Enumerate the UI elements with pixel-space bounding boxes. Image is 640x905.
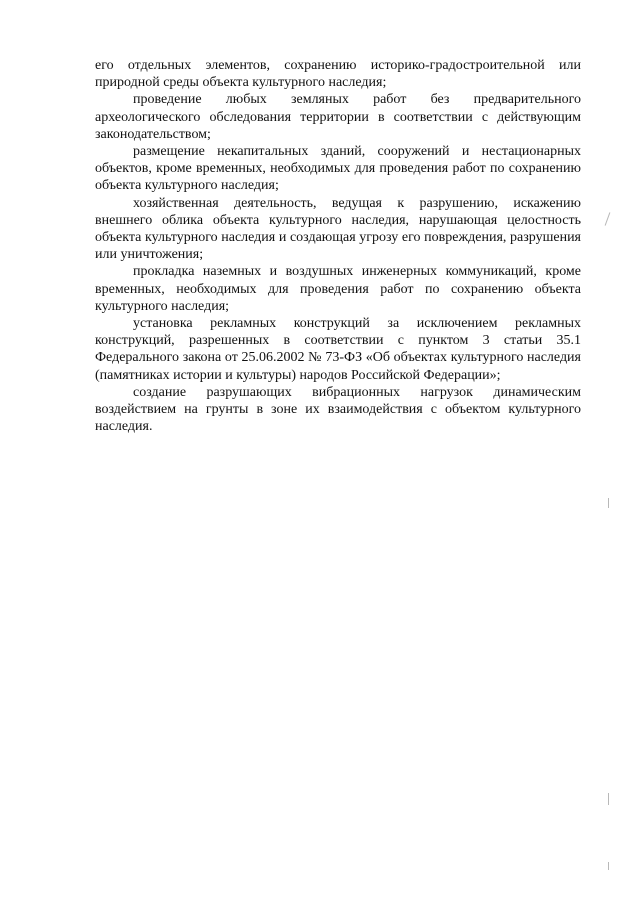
paragraph-continuation: его отдельных элементов, сохранению историко-градостроительной или природной среды объекта культурного наследия; [95,58,581,91]
scan-artifact [608,793,609,805]
paragraph-economic-activity: хозяйственная деятельность, ведущая к разрушению, искажению внешнего облика объекта культурного наследия, нарушающая целостность объекта культурного наследия и создающая угрозу его повреждения, разрушения или уничтожения; [95,195,581,263]
scan-artifact [608,862,609,870]
document-body [95,57,581,435]
paragraph-communications: прокладка наземных и воздушных инженерных коммуникаций, кроме временных, необходимых для проведения работ по сохранению объекта культурного наследия; [95,264,581,314]
paragraph-advertising: установка рекламных конструкций за исключением рекламных конструкций, разрешенных в соответствии с пунктом 3 статьи 35.1 Федерального закона от 25.06.2002 № 73-ФЗ «Об объектах культурного наследия (памятниках истории и культуры) народов Российской Федерации»; [95,316,581,383]
paragraph-earthworks: проведение любых земляных работ без предварительного археологического обследования территории в соответствии с действующим законодательством; [95,92,581,142]
scan-artifact [608,498,609,508]
paragraph-vibration: создание разрушающих вибрационных нагрузок динамическим воздействием на грунты в зоне их взаимодействия с объектом культурного наследия. [95,384,581,435]
paragraph-temporary-buildings: размещение некапитальных зданий, сооружений и нестационарных объектов, кроме временных, необходимых для проведения работ по сохранению объекта культурного наследия; [95,144,581,194]
scan-artifact [605,212,611,225]
